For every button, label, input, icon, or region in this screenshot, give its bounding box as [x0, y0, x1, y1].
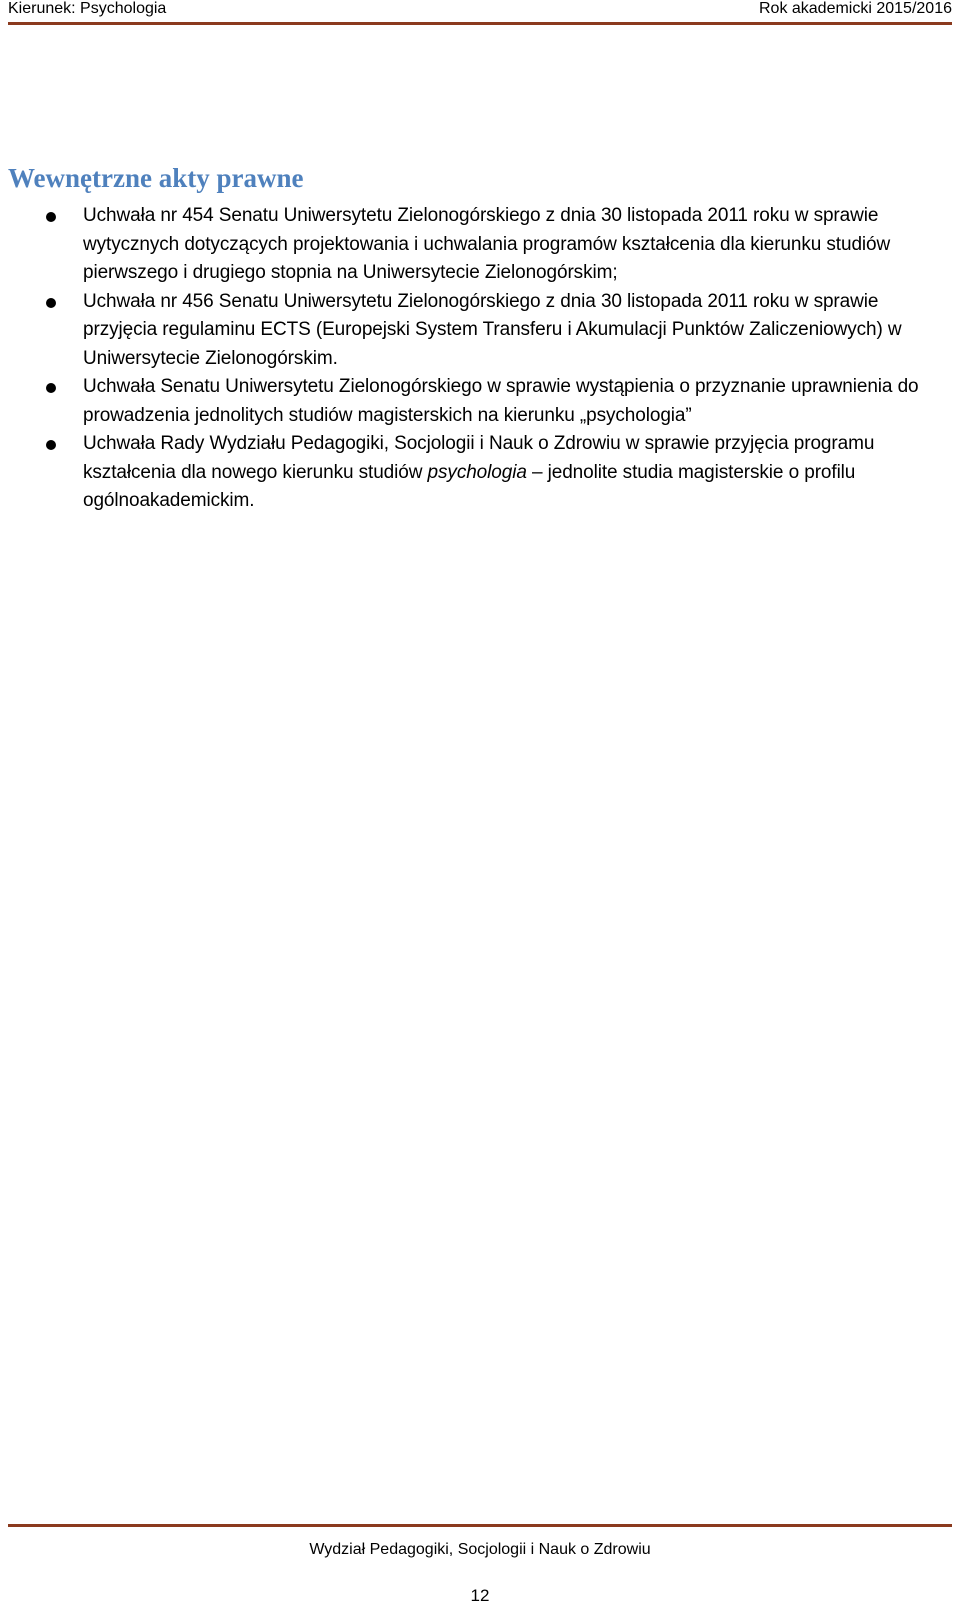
list-item: [0, 430, 960, 516]
list-item-text-italic: psychologia: [427, 461, 527, 483]
bullet-icon: [46, 212, 56, 222]
list-item: [0, 288, 960, 374]
legal-acts-list: [0, 202, 960, 516]
bullet-icon: [46, 440, 56, 450]
list-item-text: Uchwała nr 454 Senatu Uniwersytetu Zielonogórskiego z dnia 30 listopada 2011 roku w sprawie wytycznych dotyczących projektowania i uchwalania programów kształcenia dla kierunku studiów pierwszego i drugiego stopnia na Uniwersytecie Zielonogórskim;: [83, 205, 891, 283]
footer-rule: [8, 1524, 952, 1527]
bullet-icon: [46, 383, 56, 393]
section-heading: Wewnętrzne akty prawne: [8, 163, 304, 193]
list-item-text-after: – jednolite studia magisterskie o profilu ogólnoakademickim.: [83, 461, 856, 511]
page-header: [8, 0, 952, 25]
header-field-of-study: Kierunek: Psychologia: [8, 0, 167, 17]
list-item: [0, 202, 960, 288]
page-number: 12: [470, 1586, 490, 1605]
bullet-icon: [46, 298, 56, 308]
list-item: [0, 373, 960, 430]
list-item-text-before: Uchwała Rady Wydziału Pedagogiki, Socjologii i Nauk o Zdrowiu w sprawie przyjęcia programu kształcenia dla nowego kierunku studiów: [83, 433, 875, 483]
list-item-text: Uchwała nr 456 Senatu Uniwersytetu Zielonogórskiego z dnia 30 listopada 2011 roku w sprawie przyjęcia regulaminu ECTS (Europejski System Transferu i Akumulacji Punktów Zaliczeniowych) w Uniwersytecie Zielonogórskim.: [83, 290, 902, 369]
header-academic-year: Rok akademicki 2015/2016: [758, 0, 952, 17]
footer-faculty: Wydział Pedagogiki, Socjologii i Nauk o Zdrowiu: [309, 1541, 651, 1558]
list-item-text: Uchwała Senatu Uniwersytetu Zielonogórskiego w sprawie wystąpienia o przyznanie uprawnienia do prowadzenia jednolitych studiów magisterskich na kierunku „psychologia”: [83, 376, 919, 426]
list-item-text: [83, 433, 874, 511]
